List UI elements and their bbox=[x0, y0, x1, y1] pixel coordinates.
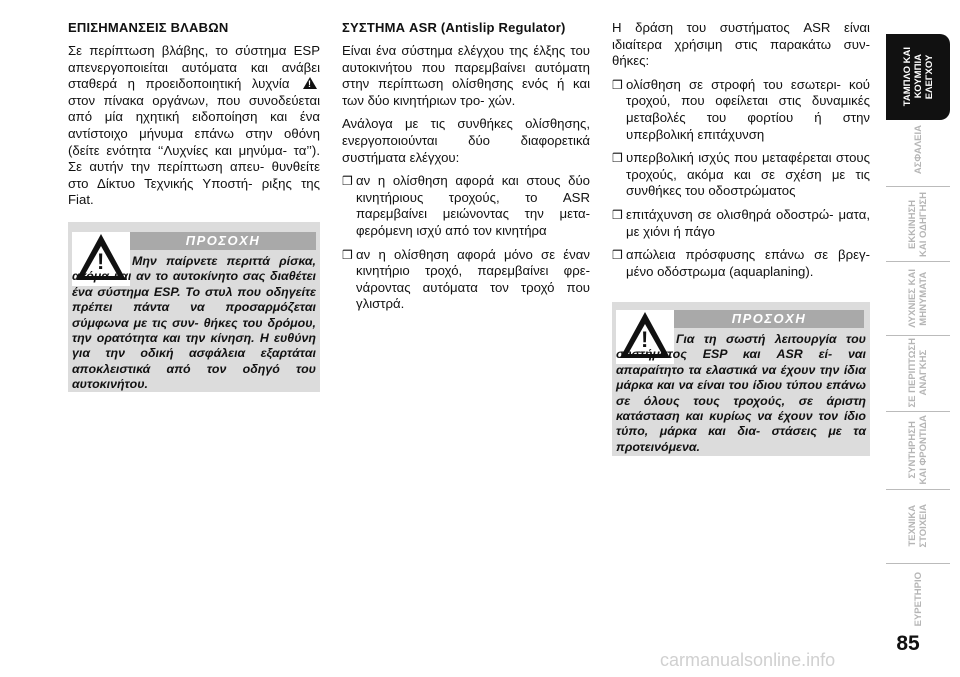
list-item-text: αν η ολίσθηση αφορά και στους δύο κινητήριους τροχούς, το ASR παρεμβαίνει μειώνοντας την μετα- φερόμενη ισχύ από τον κινητήρα bbox=[356, 173, 590, 238]
list-item bbox=[342, 247, 590, 313]
checkbox-bullet-icon: ❒ bbox=[612, 77, 623, 92]
column-esp-faults bbox=[68, 20, 320, 216]
caution-box-esp bbox=[68, 222, 320, 392]
list-item bbox=[612, 150, 870, 200]
caution-text: Μην παίρνετε περιττά ρίσκα, ακόμα και αν το αυτοκίνητο σας διαθέτει ένα σύστημα ESP. Το στυλ που οδηγείτε πρέπει πάντα να προσαρμόζεται σύμφωνα με τις συν- θήκες του δρόμου, την ορατότητα και την κίνηση. Η ευθύνη για την οδική ασφάλεια εξαρτάται αποκλειστικά από τον οδηγό του αυτοκινήτου. bbox=[72, 254, 316, 392]
tab-starting-driving[interactable] bbox=[886, 188, 950, 260]
warning-triangle-icon: ! bbox=[72, 232, 130, 286]
section-heading-fault-signals: ΕΠΙΣΗΜΑΝΣΕΙΣ ΒΛΑΒΩΝ bbox=[68, 20, 229, 35]
caution-label: ΠΡΟΣΟΧΗ bbox=[674, 310, 864, 328]
list-item bbox=[612, 207, 870, 240]
tab-label: ΑΣΦΑΛΕΙΑ bbox=[912, 125, 924, 175]
column-asr-usage bbox=[612, 20, 870, 287]
warning-triangle-icon bbox=[303, 77, 317, 89]
page-number: 85 bbox=[896, 632, 920, 655]
checkbox-bullet-icon: ❒ bbox=[612, 207, 623, 222]
caution-label: ΠΡΟΣΟΧΗ bbox=[130, 232, 316, 250]
tab-dashboard-controls[interactable] bbox=[886, 34, 950, 120]
fault-text-a: Σε περίπτωση βλάβης, το σύστημα ESP απενεργοποιείται αυτόματα και ανάβει σταθερά η προειδοποιητική λυχνία bbox=[68, 43, 320, 92]
checkbox-bullet-icon: ❒ bbox=[612, 151, 623, 166]
watermark: carmanualsonline.info bbox=[660, 650, 836, 670]
list-item bbox=[612, 247, 870, 280]
tab-index[interactable] bbox=[886, 564, 950, 634]
list-item-text: αν η ολίσθηση αφορά μόνο σε έναν κινητήριο τροχό, παρεμβαίνει φρε- νάροντας αυτόματα τον τροχό που γλιστρά. bbox=[356, 246, 590, 312]
list-item-text: επιτάχυνση σε ολισθηρά οδοστρώ- ματα, με χιόνι ή πάγο bbox=[626, 206, 870, 239]
paragraph-asr-usage: Η δράση του συστήματος ASR είναι ιδιαίτερα χρήσιμη στις παρακάτω συν- θήκες: bbox=[612, 20, 870, 69]
checkbox-bullet-icon: ❒ bbox=[342, 247, 353, 262]
section-heading-asr: ΣΥΣΤΗΜΑ ASR (Antislip Regulator) bbox=[342, 20, 566, 35]
tab-maintenance[interactable] bbox=[886, 412, 950, 488]
list-item bbox=[342, 173, 590, 239]
tab-label: ΕΥΡΕΤΗΡΙΟ bbox=[912, 571, 924, 627]
paragraph-asr-conditions: Ανάλογα με τις συνθήκες ολίσθησης, ενεργοποιούνται δύο διαφορετικά συστήματα ελέγχου: bbox=[342, 116, 590, 165]
caution-text: Για τη σωστή λειτουργία του συστήματος ESP και ASR εί- ναι απαραίτητο τα ελαστικά να έχουν την ίδια μάρκα και να είναι του ίδιου τύπου επάνω σε όλους τους τροχούς, σε άριστη κατάσταση και κυρίως να έχουν τον ίδιο τύπο, μάρκα και δια- στάσεις με τα προτεινόμενα. bbox=[616, 332, 866, 454]
tab-safety[interactable] bbox=[886, 110, 950, 190]
tab-label: ΣΥΝΤΗΡΗΣΗ ΚΑΙ ΦΡΟΝΤΙΔΑ bbox=[907, 415, 929, 485]
list-item-text: απώλεια πρόσφυσης επάνω σε βρεγ- μένο οδόστρωμα (aquaplaning). bbox=[626, 247, 870, 279]
tab-warning-lights[interactable] bbox=[886, 262, 950, 334]
list-item-text: υπερβολική ισχύς που μεταφέρεται στους τροχούς, ακόμα και σε σχέση με τις συνθήκες του οδοστρώματος bbox=[626, 150, 870, 199]
tab-label: ΣΕ ΠΕΡΙΠΤΩΣΗ ΑΝΑΓΚΗΣ bbox=[907, 338, 929, 408]
column-asr bbox=[342, 20, 590, 320]
tab-technical-data[interactable] bbox=[886, 490, 950, 562]
tab-label: ΤΕΧΝΙΚΑ ΣΤΟΙΧΕΙΑ bbox=[907, 504, 929, 548]
list-item bbox=[612, 77, 870, 143]
checkbox-bullet-icon: ❒ bbox=[342, 174, 353, 189]
caution-box-tyres bbox=[612, 302, 870, 456]
tab-label: ΕΚΚΙΝΗΣΗ ΚΑΙ ΟΔΗΓΗΣΗ bbox=[907, 191, 929, 257]
warning-triangle-icon: ! bbox=[616, 310, 674, 364]
tab-label: ΛΥΧΝΙΕΣ ΚΑΙ ΜΗΝΥΜΑΤΑ bbox=[907, 268, 929, 328]
list-item-text: ολίσθηση σε στροφή του εσωτερι- κού τροχού, που οφείλεται στις δυναμικές μεταβολές του φορτίου ή στην υπερβολική επιτάχυνση bbox=[626, 76, 870, 142]
tab-emergency[interactable] bbox=[886, 336, 950, 410]
tab-label: ΤΑΜΠΛΟ ΚΑΙ ΚΟΥΜΠΙΑ ΕΛΕΓΧΟΥ bbox=[901, 47, 935, 107]
fault-text-b: στον πίνακα οργάνων, που συνοδεύεται από μία ηχητική ειδοποίηση και ένα αντίστοιχο μήνυμα επάνω στην οθόνη (δείτε ενότητα ‘‘Λυχνίες και μηνύμα- τα’’). Σε αυτήν την περίπτωση απευ- θυνθείτε στο Δίκτυο Τεχνικής Υποστή- ριξης της Fiat. bbox=[68, 92, 320, 208]
checkbox-bullet-icon: ❒ bbox=[612, 248, 623, 263]
paragraph-fault-signals bbox=[68, 43, 320, 209]
paragraph-asr-intro: Είναι ένα σύστημα ελέγχου της έλξης του αυτοκινήτου που παρεμβαίνει αυτόματη στην περίπτωση ολίσθησης ενός ή και των δύο κινητήριων τρο- χών. bbox=[342, 43, 590, 108]
chapter-sidebar bbox=[880, 0, 960, 677]
